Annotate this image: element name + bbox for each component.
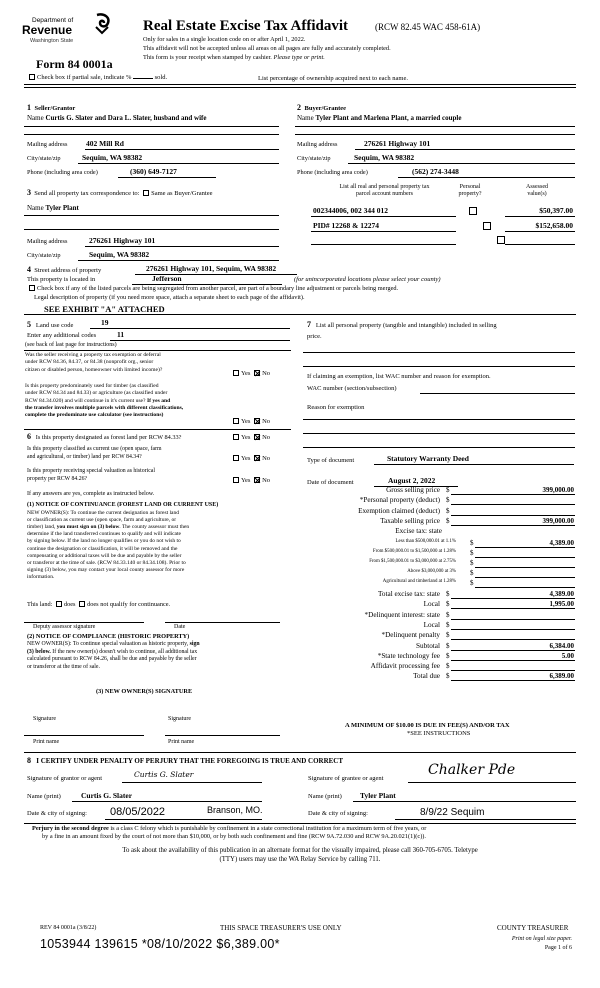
tax-row-3-label: Taxable selling price <box>380 516 440 525</box>
land-does-checkbox[interactable] <box>56 601 62 607</box>
q-historic-answer: Yes No <box>231 477 270 484</box>
grantor-sig-label: Signature of grantor or agent <box>27 775 103 782</box>
seller-heading: 1 Seller/Grantor <box>27 103 76 112</box>
taxcorr-mail-label: Mailing address <box>27 238 68 245</box>
reason-exemption-label: Reason for exemption <box>307 404 365 411</box>
tax-tier-4-dollar: $ <box>470 579 474 588</box>
grantor-signature[interactable]: Curtis G. Slater <box>134 770 194 779</box>
doc-date-label: Date of document <box>307 479 354 486</box>
tax-row-2-dollar: $ <box>446 506 450 515</box>
if-yes-note: If any answers are yes, complete as instructed below. <box>27 491 155 497</box>
tax-tier-3-label: Above $3,000,000 at 3% <box>407 569 456 575</box>
doc-type[interactable]: Statutory Warranty Deed <box>387 454 469 463</box>
tax-total-2-dollar: $ <box>446 610 450 619</box>
located-county[interactable]: Jefferson <box>152 274 182 283</box>
certify-statement: 8 I CERTIFY UNDER PENALTY OF PERJURY THAT THE FOREGOING IS TRUE AND CORRECT <box>27 756 344 765</box>
doc-date[interactable]: August 2, 2022 <box>388 476 436 485</box>
assessed-value-2[interactable]: $152,658.00 <box>535 221 573 230</box>
form-title: Real Estate Excise Tax Affidavit <box>143 18 348 34</box>
seller-city-label: City/state/zip <box>27 155 61 162</box>
tax-total-0-label: Total excise tax: state <box>378 590 440 598</box>
grantor-date-label: Date & city of signing: <box>27 810 87 817</box>
buyer-name-row: Name Tyler Plant and Marlena Plant, a married couple <box>297 114 462 122</box>
tax-tier-2-dollar: $ <box>470 558 474 567</box>
tax-total-2-label: *Delinquent interest: state <box>364 610 440 619</box>
grantor-date[interactable]: 08/05/2022 <box>110 806 166 818</box>
unincorporated-note: (for unincorporated locations please select your county) <box>294 276 441 283</box>
notice-compliance: (2) NOTICE OF COMPLIANCE (HISTORIC PROPERTY) NEW OWNER(S): To continue special valuation as historic property, sign (3) below. If the new owner(s) doesn't wish to continue, all additional tax calculated pursuant to RCW 84.26, shall be due and payable by the seller or transferor at the time of sale. <box>27 633 200 670</box>
notice-continuance: (1) NOTICE OF CONTINUANCE (FOREST LAND OR CURRENT USE) NEW OWNER(S): To continue the current designation as forest land or classification as current use (open space, farm and agriculture, or timber) land, you must sign on (3) below. The county assessor must then determine if the land transferred continues to qualify and will indicate by signing below. If the land no longer qualifies or you do not wish to continue the designation or classification, it will be removed and the compensating or additional taxes will be due and payable by the seller or transferor at the time of sale. (RCW 84.33.140 or 84.34.108). Prior to signing (3) below, you may contact your local county assessor for more information. <box>27 502 219 581</box>
seller-mail[interactable]: 402 Mill Rd <box>86 139 124 148</box>
q-timber: Is this property predominately used for timber (as classified under RCW 84.34 and 84.33) or agriculture (as classified under RCW 84.34.020) and will continue in it's current use? If yes and the transfer involves multiple parcels with different classifications, complete the predominate use calculator (see instructions) <box>25 383 184 419</box>
tax-total-1-dollar: $ <box>446 600 450 609</box>
tax-tier-2-label: From $1,500,000.01 to $3,000,000 at 2.75% <box>369 558 456 564</box>
buyer-name: Tyler Plant and Marlena Plant, a married couple <box>315 114 462 122</box>
header-note3: This form is your receipt when stamped by cashier. Please type or print. <box>143 54 325 61</box>
treasurer-stamp: 1053944 139615 *08/10/2022 $6,389.00* <box>40 937 280 951</box>
current-use-yes-checkbox[interactable] <box>233 455 239 461</box>
tax-total-0-dollar: $ <box>446 590 450 598</box>
tax-total-8-dollar: $ <box>446 672 450 681</box>
current-use-no-checkbox[interactable] <box>254 455 260 461</box>
buyer-mail[interactable]: 276261 Highway 101 <box>364 139 431 148</box>
dept-state: Washington State <box>30 38 74 44</box>
tax-row-0-value[interactable]: 399,000.00 <box>542 486 574 494</box>
land-does-not-checkbox[interactable] <box>79 601 85 607</box>
grantee-signature[interactable]: Chalker Pde <box>428 762 516 778</box>
assessed-col-header: Assessed value(s) <box>526 184 548 197</box>
parcel-col-header: List all real and personal property tax parcel account numbers <box>339 184 430 197</box>
buyer-phone[interactable]: (562) 274-3448 <box>412 167 459 176</box>
timber-no-checkbox[interactable] <box>254 418 260 424</box>
county-treasurer: COUNTY TREASURER <box>497 924 569 932</box>
grantee-sig-label: Signature of grantee or agent <box>308 775 384 782</box>
buyer-phone-label: Phone (including area code) <box>297 169 368 176</box>
tax-total-8-value[interactable]: 6,389.00 <box>549 672 574 681</box>
additional-codes-label: Enter any additional codes <box>27 332 97 339</box>
tax-tier-4-label: Agricultural and timberland at 1.28% <box>382 579 456 585</box>
tax-total-0-value[interactable]: 4,389.00 <box>549 590 574 598</box>
alt-format-notice: To ask about the availability of this publication in an alternate format for the visually impaired, please call 360-705-6705. Teletype (TTY) users may use the WA Relay Service by calling 711. <box>122 847 478 864</box>
grantor-city[interactable]: Branson, MO. <box>207 805 263 815</box>
historic-yes-checkbox[interactable] <box>233 477 239 483</box>
legal-paper-note: Print on legal size paper. <box>511 936 572 942</box>
personal-checkbox-3[interactable] <box>497 236 505 244</box>
buyer-city-label: City/state/zip <box>297 155 331 162</box>
taxcorr-mail[interactable]: 276261 Highway 101 <box>89 236 156 245</box>
located-label: This property is located in <box>27 276 96 283</box>
see-instructions: *SEE INSTRUCTIONS <box>407 730 471 737</box>
land-use-code[interactable]: 19 <box>101 318 109 327</box>
grantee-name-row: Name (print) <box>308 793 342 800</box>
header-note1: Only for sales in a single location code on or after April 1, 2022. <box>143 36 306 43</box>
seller-name: Curtis G. Slater and Dara L. Slater, husband and wife <box>45 114 207 122</box>
personal-checkbox-1[interactable] <box>469 207 477 215</box>
page-number: Page 1 of 6 <box>544 945 572 951</box>
additional-codes[interactable]: 11 <box>117 330 125 339</box>
grantee-print-name[interactable]: Tyler Plant <box>360 791 396 800</box>
historic-no-checkbox[interactable] <box>254 477 260 483</box>
partial-sale-checkbox[interactable] <box>29 74 35 80</box>
exemption-yes-checkbox[interactable] <box>233 370 239 376</box>
taxcorr-name-row: Name Tyler Plant <box>27 204 79 212</box>
exemption-claim-label: If claiming an exemption, list WAC number and reason for exemption. <box>307 373 491 380</box>
forest-no-checkbox[interactable] <box>254 434 260 440</box>
partial-sale: Check box if partial sale, indicate % sold. <box>27 74 167 81</box>
q-exemption-answer: Yes No <box>231 370 270 377</box>
assessed-value-1[interactable]: $50,397.00 <box>539 206 573 215</box>
minimum-note: A MINIMUM OF $10.00 IS DUE IN FEE(S) AND/OR TAX <box>345 722 510 729</box>
form-number: Form 84 0001a <box>36 57 113 71</box>
doc-type-label: Type of document <box>307 457 355 464</box>
deputy-date-label: Date <box>174 624 186 630</box>
q-forest: 6 Is this property designated as forest land per RCW 84.33? <box>27 432 182 441</box>
tax-tier-1-dollar: $ <box>470 548 474 557</box>
owner-print-label-2: Print name <box>168 739 195 745</box>
exhibit-a[interactable]: SEE EXHIBIT "A" ATTACHED <box>44 304 165 314</box>
segregated-checkbox[interactable] <box>29 285 35 291</box>
header-note2: This affidavit will not be accepted unless all areas on all pages are fully and accurately completed. <box>143 45 391 52</box>
tax-total-4-label: *Delinquent penalty <box>381 631 440 640</box>
seller-phone-label: Phone (including area code) <box>27 169 98 176</box>
tax-tier-3-dollar: $ <box>470 569 474 578</box>
owner-signature-label-2: Signature <box>168 716 191 722</box>
tax-tier-0-value[interactable]: 4,389.00 <box>549 538 574 547</box>
new-owner-signature-heading: (3) NEW OWNER(S) SIGNATURE <box>96 688 193 695</box>
q-historic: Is this property receiving special valuation as historical property per RCW 84.26? <box>27 468 155 482</box>
owner-signature-label-1: Signature <box>33 716 56 722</box>
buyer-mail-label: Mailing address <box>297 141 338 148</box>
land-use-row: 5 Land use code <box>27 320 74 329</box>
tax-tier-1-label: From $500,000.01 to $1,500,000 at 1.28% <box>372 548 456 554</box>
exemption-no-checkbox[interactable] <box>254 370 260 376</box>
tax-total-7-dollar: $ <box>446 662 450 671</box>
street-label: 4 Street address of property <box>27 265 102 274</box>
tax-row-1-label: *Personal property (deduct) <box>359 496 440 505</box>
seller-name-row: Name Curtis G. Slater and Dara L. Slater, husband and wife <box>27 114 207 122</box>
q-current-use-answer: Yes No <box>231 455 270 462</box>
parcel-row-1[interactable]: 002344006, 002 344 012 <box>313 206 388 215</box>
tax-total-6-label: *State technology fee <box>377 651 440 660</box>
grantee-date[interactable]: 8/9/22 Sequim <box>420 807 485 818</box>
tax-total-1-value[interactable]: 1,995.00 <box>549 600 574 609</box>
tax-total-5-dollar: $ <box>446 641 450 650</box>
dor-logo-icon <box>94 13 110 35</box>
personal-property-label: 7 List all personal property (tangible and intangible) included in selling price. <box>307 320 497 340</box>
forest-yes-checkbox[interactable] <box>233 434 239 440</box>
form-title-ref: (RCW 82.45 WAC 458-61A) <box>375 22 481 32</box>
deputy-signature-label: Deputy assessor signature <box>33 624 96 630</box>
tax-total-3-dollar: $ <box>446 620 450 629</box>
this-land-row: This land: does does not qualify for continuance. <box>27 601 171 608</box>
q-current-use: Is this property classified as current use (open space, farm and agricultural, or timber) land per RCW 84.34? <box>27 446 162 460</box>
buyer-heading: 2 Buyer/Grantee <box>297 103 347 112</box>
grantor-name-row: Name (print) <box>27 793 61 800</box>
parcel-row-2[interactable]: PID# 12268 & 12274 <box>313 221 380 230</box>
tax-total-4-dollar: $ <box>446 631 450 640</box>
grantee-date-label: Date & city of signing: <box>308 810 368 817</box>
taxcorr-heading: 3 Send all property tax correspondence to: Same as Buyer/Grantee <box>27 188 213 197</box>
taxcorr-name: Tyler Plant <box>45 204 79 212</box>
tax-row-1-dollar: $ <box>446 496 450 505</box>
tax-total-8-label: Total due <box>413 672 440 681</box>
tax-total-3-label: Local <box>423 620 440 629</box>
same-as-buyer-checkbox[interactable] <box>143 190 149 196</box>
form-revision: REV 84 0001a (3/8/22) <box>40 925 97 931</box>
treasurer-space: THIS SPACE TREASURER'S USE ONLY <box>220 924 342 932</box>
tax-row-3-dollar: $ <box>446 516 450 525</box>
tax-tier-0-label: Less than $500,000.01 at 1.1% <box>395 538 456 544</box>
ownership-note: List percentage of ownership acquired next to each name. <box>258 75 408 82</box>
seller-city[interactable]: Sequim, WA 98382 <box>82 153 143 162</box>
taxcorr-city-label: City/state/zip <box>27 252 61 259</box>
perjury-notice: Perjury in the second degree is a class C felony which is punishable by confinement in a state correctional institution for a maximum term of five years, or by a fine in an amount fixed by the court of not more than $10,000, or by both such confinement and fine (RCW 9A.72.030 and RCW 9A.20.021(1)(c)). <box>32 825 427 841</box>
q-timber-answer: Yes No <box>231 418 270 425</box>
taxcorr-city[interactable]: Sequim, WA 98382 <box>89 250 150 259</box>
personal-checkbox-2[interactable] <box>483 222 491 230</box>
tax-total-1-label: Local <box>423 600 440 609</box>
personal-col-header: Personal property? <box>458 184 482 197</box>
tax-total-5-label: Subtotal <box>416 641 440 650</box>
segregated-row: Check box if any of the listed parcels are being segregated from another parcel, are part of a boundary line adjustment or parcels being merged. <box>27 285 398 292</box>
tax-tier-0-dollar: $ <box>470 538 474 547</box>
owner-print-label-1: Print name <box>33 739 60 745</box>
seller-mail-row: Mailing address <box>27 141 68 148</box>
q-exemption: Was the seller receiving a property tax exemption or deferral under RCW 84.36, 84.37, or 84.38 (nonprofit org., senior citizen or disabled person, homeowner with limited income)? <box>25 352 163 373</box>
tax-row-0-dollar: $ <box>446 486 450 494</box>
grantor-print-name[interactable]: Curtis G. Slater <box>81 791 133 800</box>
tax-row-3-value[interactable]: 399,000.00 <box>542 516 574 525</box>
tax-total-6-value[interactable]: 5.00 <box>561 651 574 660</box>
timber-yes-checkbox[interactable] <box>233 418 239 424</box>
legal-description-label: Legal description of property (if you need more space, attach a separate sheet to each page of the affidavit). <box>34 294 305 301</box>
street-address[interactable]: 276261 Highway 101, Sequim, WA 98382 <box>146 264 277 273</box>
q-forest-answer: Yes No <box>231 434 270 441</box>
dept-line1: Department of <box>32 17 74 24</box>
tax-total-5-value[interactable]: 6,384.00 <box>549 641 574 650</box>
wac-number-label: WAC number (section/subsection) <box>307 385 397 392</box>
seller-phone[interactable]: (360) 649-7127 <box>130 167 177 176</box>
tax-total-7-label: Affidavit processing fee <box>370 662 440 671</box>
tax-row-4-label: Excise tax: state <box>395 527 442 536</box>
tax-row-2-label: Exemption claimed (deduct) <box>358 506 440 515</box>
dept-revenue: Revenue <box>22 23 73 37</box>
buyer-city[interactable]: Sequim, WA 98382 <box>354 153 415 162</box>
see-back: (see back of last page for instructions) <box>25 342 117 348</box>
tax-row-0-label: Gross selling price <box>386 486 440 494</box>
tax-total-6-dollar: $ <box>446 651 450 660</box>
